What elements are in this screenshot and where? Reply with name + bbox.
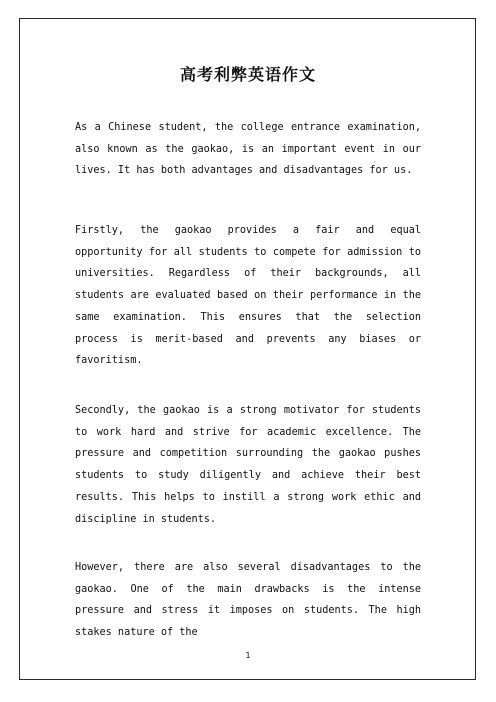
paragraph-firstly: Firstly, the gaokao provides a fair and equal opportunity for all students to compete for admission to universities. Regardless of their backgrounds, all students are evaluated based on their performance in the same examination. This ensures that the selection process is merit-based and prevents any biases or favoritism. <box>75 225 421 367</box>
paragraph-intro: As a Chinese student, the college entrance examination, also known as the gaokao, is an important event in our lives. It has both advantages and disadvantages for us. <box>75 122 421 177</box>
paragraph-secondly: Secondly, the gaokao is a strong motivator for students to work hard and strive for academic excellence. The pressure and competition surrounding the gaokao pushes students to study diligently and achieve their best results. This helps to instill a strong work ethic and discipline in students. <box>75 405 421 525</box>
page-number: 1 <box>245 651 251 660</box>
paragraph-however: However, there are also several disadvantages to the gaokao. One of the main drawbacks is the intense pressure and stress it imposes on students. The high stakes nature of the <box>75 562 421 639</box>
document-title: 高考利弊英语作文 <box>179 65 316 84</box>
